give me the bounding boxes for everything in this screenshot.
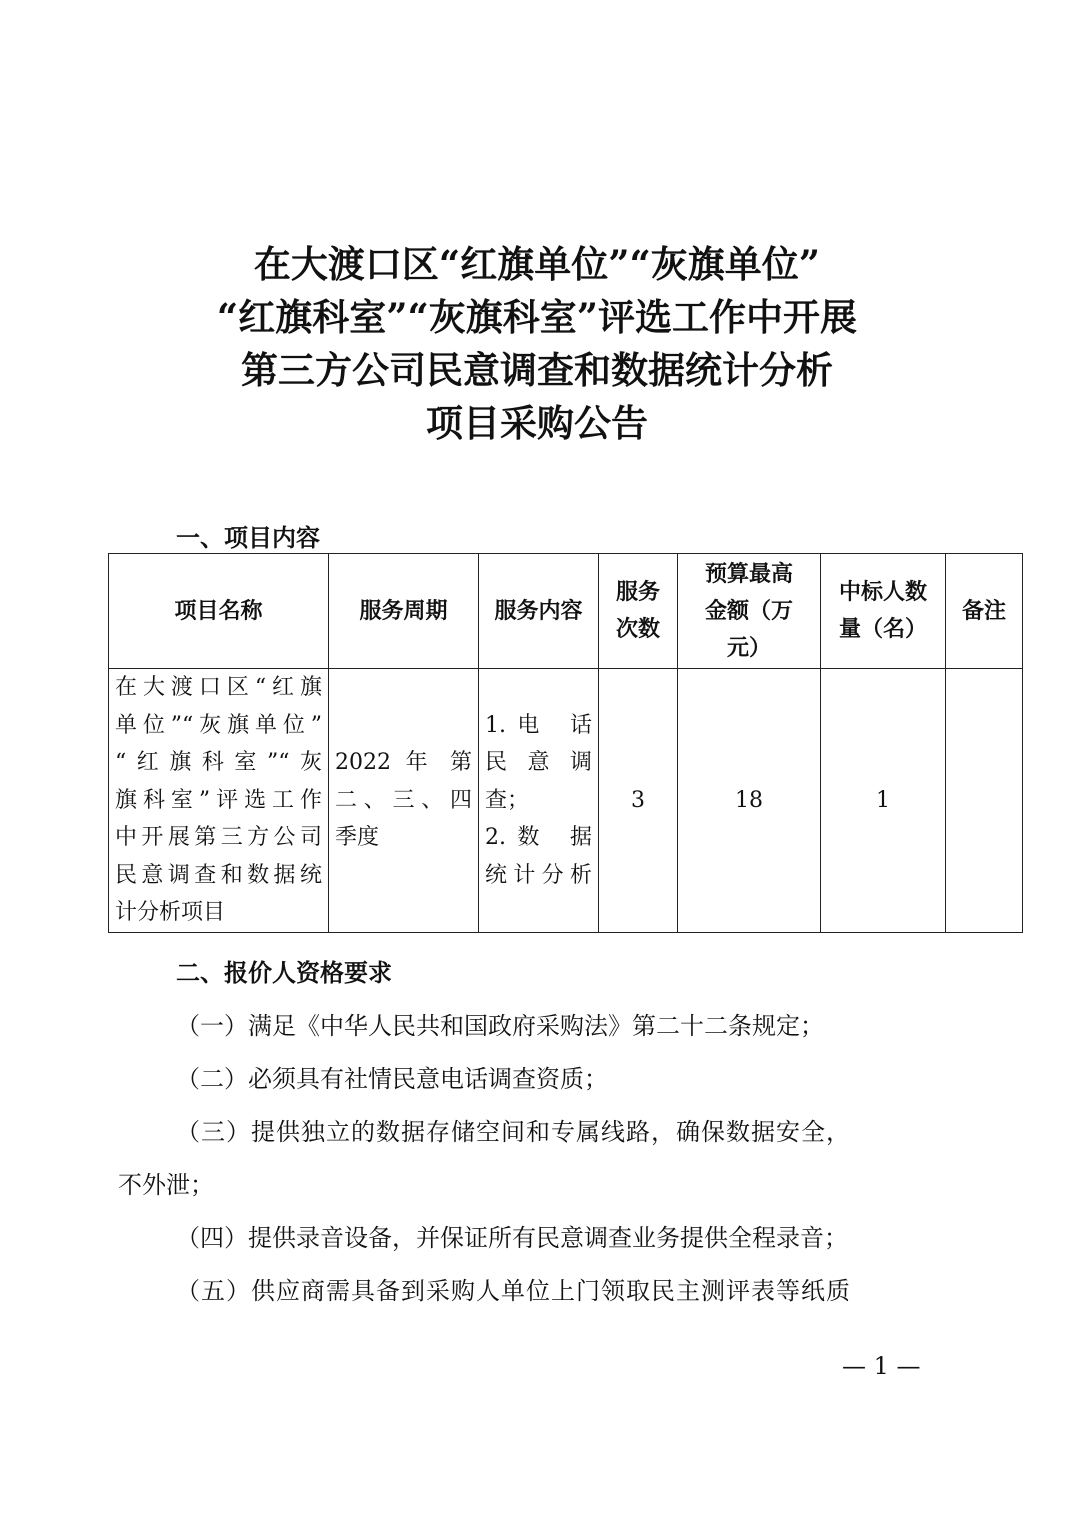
cell-project-name: 在大渡口区“红旗 单位”“灰旗单位” “红旗科室”“灰 旗科室”评选工作 中开展第三方公司 民意调查和数据统 计分析项目: [109, 669, 329, 933]
paragraph-requirement-2: （二）必须具有社情民意电话调查资质；: [176, 1065, 608, 1093]
document-title: [0, 238, 1074, 450]
cell-service-content: 1. 电 话 民 意 调 查； 2. 数 据 统计分析: [479, 669, 599, 933]
table-header-row: [109, 554, 1023, 669]
project-table: [108, 553, 1023, 933]
title-line: “红旗科室”“灰旗科室”评选工作中开展: [216, 295, 858, 339]
title-line: 在大渡口区“红旗单位”“灰旗单位”: [253, 242, 821, 286]
paragraph-requirement-3: （三）提供独立的数据存储空间和专属线路，确保数据安全，: [176, 1118, 851, 1146]
paragraph-requirement-4: （四）提供录音设备，并保证所有民意调查业务提供全程录音；: [176, 1224, 848, 1252]
cell-remarks: [946, 669, 1023, 933]
header-service-times: 服务 次数: [599, 554, 678, 669]
header-remarks: 备注: [946, 554, 1023, 669]
section-heading-qualifications: 二、报价人资格要求: [176, 959, 392, 987]
paragraph-requirement-5: （五）供应商需具备到采购人单位上门领取民主测评表等纸质: [176, 1277, 851, 1305]
section-heading-project-content: 一、项目内容: [176, 524, 320, 552]
paragraph-requirement-3-cont: 不外泄；: [118, 1171, 214, 1199]
table-row: [109, 669, 1023, 933]
paragraph-requirement-1: （一）满足《中华人民共和国政府采购法》第二十二条规定；: [176, 1012, 824, 1040]
cell-max-budget: 18: [678, 669, 821, 933]
cell-service-times: 3: [599, 669, 678, 933]
cell-service-period: 2022 年 第 二、三、四 季度: [329, 669, 479, 933]
header-project-name: 项目名称: [109, 554, 329, 669]
header-service-period: 服务周期: [329, 554, 479, 669]
header-max-budget: 预算最高 金额（万 元）: [678, 554, 821, 669]
header-service-content: 服务内容: [479, 554, 599, 669]
cell-winner-count: 1: [821, 669, 946, 933]
page-number: — 1 —: [842, 1352, 921, 1380]
title-line: 项目采购公告: [426, 401, 648, 445]
header-winner-count: 中标人数 量（名）: [821, 554, 946, 669]
title-line: 第三方公司民意调查和数据统计分析: [241, 348, 833, 392]
